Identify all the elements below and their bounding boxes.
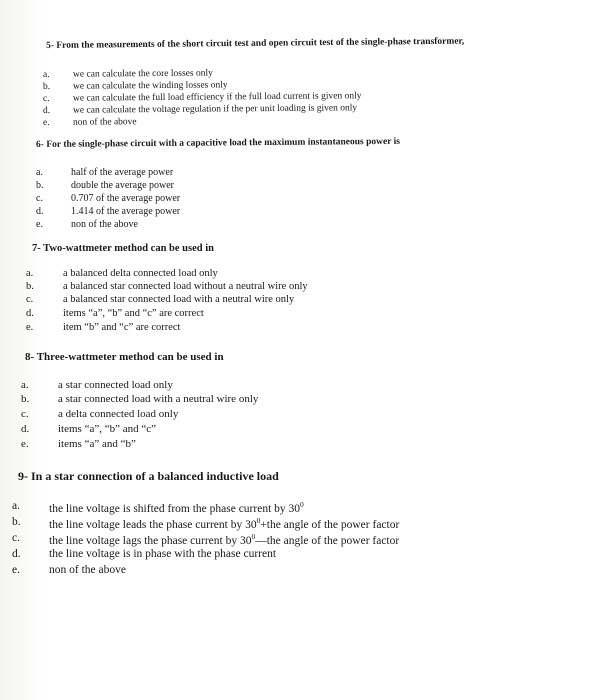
option-text: double the average power	[71, 180, 175, 191]
option-letter: e.	[43, 117, 50, 128]
option-text: the line voltage leads the phase current by $30^0+the$ angle of the power factor	[49, 516, 400, 531]
option-letter: c.	[36, 193, 43, 204]
option-letter: a.	[26, 268, 34, 279]
option-text: we can calculate the full load efficiency if the full load current is given only	[72, 91, 362, 104]
question-title: 8- Three-wattmeter method can be used in	[25, 351, 224, 363]
option-letter: d.	[43, 105, 51, 116]
question-title: 9- In a star connection of a balanced inductive load	[18, 469, 279, 483]
option-letter: b.	[26, 281, 34, 292]
option-text: we can calculate the core losses only	[72, 68, 213, 80]
option-text: we can calculate the winding losses only	[72, 80, 228, 92]
option-letter: a.	[43, 69, 50, 80]
option-letter: d.	[21, 423, 30, 435]
option-text: items “a”, “b” and “c” are correct	[63, 308, 204, 319]
option-text: items “a” and “b”	[58, 438, 136, 450]
option-letter: a.	[36, 167, 43, 178]
option-letter: d.	[36, 206, 44, 217]
option-text: a star connected load with a neutral wire only	[58, 393, 259, 405]
option-letter: e.	[26, 322, 34, 333]
option-letter: b.	[12, 516, 21, 528]
option-letter: c.	[43, 93, 50, 104]
option-letter: a.	[21, 379, 29, 391]
option-letter: b.	[36, 180, 44, 191]
option-text: a balanced delta connected load only	[63, 268, 218, 279]
option-text: the line voltage lags the phase current by $30^0—the$ angle of the power factor	[49, 532, 400, 547]
option-letter: e.	[12, 564, 20, 576]
question-title: 7- Two-wattmeter method can be used in	[32, 243, 214, 254]
option-text: we can calculate the voltage regulation if the per unit loading is given only	[72, 103, 358, 116]
option-letter: c.	[26, 294, 34, 305]
option-letter: d.	[12, 548, 21, 560]
option-letter: e.	[21, 438, 29, 450]
option-letter: b.	[21, 393, 30, 405]
option-letter: e.	[36, 219, 43, 230]
option-letter: d.	[26, 308, 34, 319]
option-text: a star connected load only	[58, 379, 173, 391]
question-title: 6- For the single-phase circuit with a capacitive load the maximum instantaneous power is	[36, 136, 400, 150]
option-text: non of the above	[72, 117, 137, 128]
option-letter: c.	[21, 408, 29, 420]
option-text: non of the above	[71, 219, 138, 230]
option-letter: a.	[12, 500, 20, 512]
option-text: items “a”, “b” and “c”	[58, 423, 157, 435]
question-title: 5- From the measurements of the short circuit test and open circuit test of the single-phase transformer,	[46, 36, 465, 51]
option-text: a balanced star connected load with a neutral wire only	[63, 294, 295, 305]
option-text: 1.414 of the average power	[71, 206, 181, 217]
option-text: the line voltage is in phase with the phase current	[49, 548, 277, 560]
option-letter: c.	[12, 532, 20, 544]
option-text: half of the average power	[71, 167, 174, 178]
option-text: a balanced star connected load without a neutral wire only	[63, 281, 308, 292]
option-text: 0.707 of the average power	[71, 193, 181, 204]
option-letter: b.	[43, 81, 51, 92]
option-text: a delta connected load only	[58, 408, 179, 420]
option-text: non of the above	[49, 564, 126, 576]
option-text: the line voltage is shifted from the phase current by $30^0$	[49, 500, 304, 515]
option-text: item “b” and “c” are correct	[63, 322, 181, 333]
